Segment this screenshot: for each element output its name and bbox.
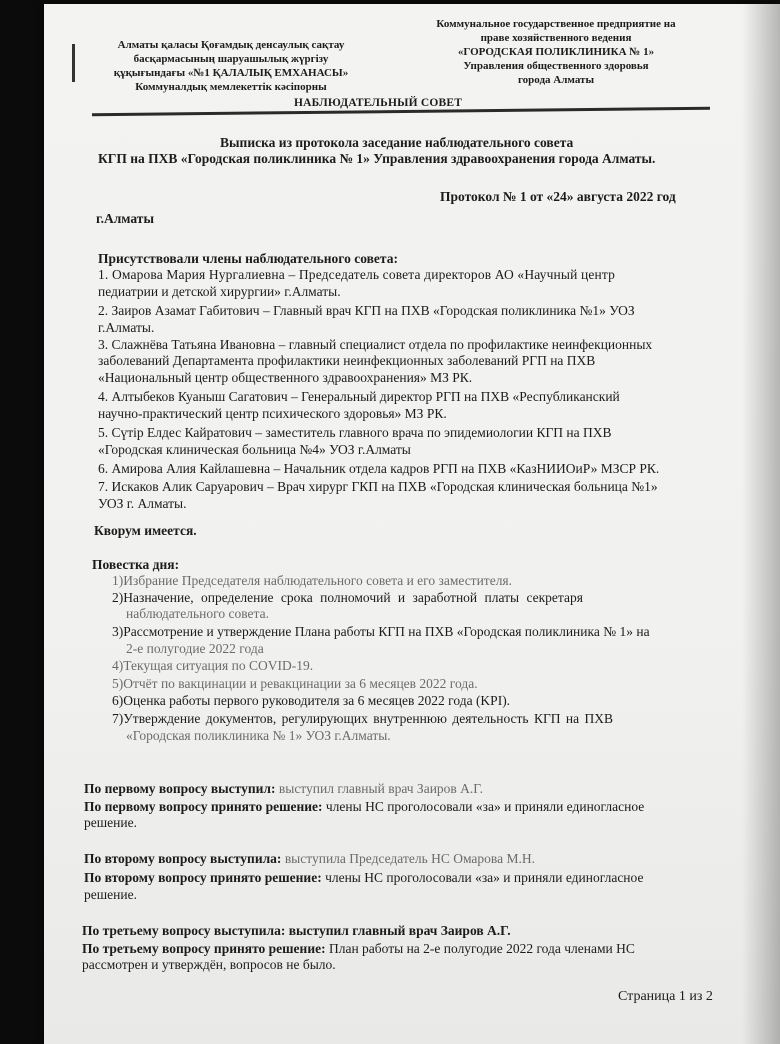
document-subtitle: КГП на ПХВ «Городская поликлиника № 1» Управления здравоохранения города Алматы. [98,151,656,166]
q2-decision [84,870,643,886]
agenda-item: 6)Оценка работы первого руководителя за 6 месяцев 2022 года (KPI). [112,693,511,708]
q2-decision-cont: решение. [84,887,137,902]
q2-decision-label: По второму вопросу принято решение: [84,870,322,885]
present-line: 7. Искаков Алик Саруарович – Врач хирург ГКП на ПХВ «Городская клиническая больница №1» [98,479,658,494]
present-line: научно-практический центр психического здоровья» МЗ РК. [98,406,447,421]
agenda-item: наблюдательного совета. [126,606,269,621]
protocol-number: Протокол № 1 от «24» августа 2022 год [440,189,676,204]
present-line: «Городская клиническая больница №4» УОЗ г.Алматы [98,442,411,457]
q3-decision-cont: рассмотрен и утверждён, вопросов не было. [82,957,336,972]
agenda-item: 2-е полугодие 2022 года [126,641,264,656]
present-line: УОЗ г. Алматы. [98,496,187,511]
q1-spoke-text: выступил главный врач Заиров А.Г. [275,781,483,796]
document-page [44,4,780,1044]
q2-spoke-label: По второму вопросу выступила: [84,851,282,866]
page-mark [72,44,75,82]
city: г.Алматы [96,211,154,226]
agenda-item: 3)Рассмотрение и утверждение Плана работы КГП на ПХВ «Городская поликлиника № 1» на [112,624,650,639]
q1-decision-text: члены НС проголосовали «за» и приняли единогласное [322,799,645,814]
header-left-line: Коммуналдық мемлекеттік кәсіпорны [135,81,327,93]
q3-spoke [82,923,511,939]
agenda-item: 7)Утверждение документов, регулирующих внутреннюю деятельность КГП на ПХВ [112,711,613,726]
page-number: Страница 1 из 2 [618,989,713,1004]
q2-spoke [84,851,535,867]
q1-decision [84,799,644,815]
page-edge-shadow [742,4,780,1044]
agenda-item: 1)Избрание Председателя наблюдательного совета и его заместителя. [112,573,513,588]
present-line: «Национальный центр общественного здравоохранения» МЗ РК. [98,370,473,385]
header-left-line: Алматы қаласы Қоғамдық денсаулық сақтау [117,39,345,51]
q1-decision-cont: решение. [84,815,137,830]
q1-spoke [84,781,483,797]
present-line: педиатрии и детской хирургии» г.Алматы. [98,284,341,299]
header-right-line: «ГОРОДСКАЯ ПОЛИКЛИНИКА № 1» [457,46,655,58]
q1-decision-label: По первому вопросу принято решение: [84,799,323,814]
header-right-line: Управления общественного здоровья [463,60,649,72]
header-russian [416,17,696,87]
q3-decision-text: План работы на 2-е полугодие 2022 года членами НС [325,941,635,956]
q3-spoke-label: По третьему вопросу выступила: [82,923,286,938]
present-line: 6. Амирова Алия Кайлашевна – Начальник отдела кадров РГП на ПХВ «КазНИИОиР» МЗСР РК. [98,461,660,476]
q2-spoke-text: выступила Председатель НС Омарова М.Н. [281,851,535,866]
q3-decision [82,941,635,957]
present-line: 4. Алтыбеков Куаныш Сагатович – Генеральный директор РГП на ПХВ «Республиканский [98,389,620,404]
present-line: г.Алматы. [98,320,155,335]
q2-decision-text: члены НС проголосовали «за» и приняли единогласное [321,870,644,885]
agenda-item: 5)Отчёт по вакцинации и ревакцинации за 6 месяцев 2022 года. [112,676,478,691]
header-right-line: города Алматы [517,74,595,86]
quorum: Кворум имеется. [94,523,197,538]
agenda-heading: Повестка дня: [92,557,180,572]
agenda-item: 2)Назначение, определение срока полномочий и заработной платы секретаря [112,590,583,605]
header-right-line: Коммунальное государственное предприятие на [436,18,676,30]
q3-decision-label: По третьему вопросу принято решение: [82,941,326,956]
header-left-line: құқығындағы «№1 ҚАЛАЛЫҚ ЕМХАНАСЫ» [113,67,349,79]
document-title: Выписка из протокола заседание наблюдательного совета [220,135,574,150]
q1-spoke-label: По первому вопросу выступил: [84,781,276,796]
present-heading: Присутствовали члены наблюдательного совета: [98,251,398,266]
present-line: 3. Слажнёва Татьяна Ивановна – главный специалист отдела по профилактике неинфекционных [98,337,653,352]
agenda-item: «Городская поликлиника № 1» УОЗ г.Алматы. [126,728,391,743]
present-line: 5. Сүтір Елдес Кайратович – заместитель главного врача по эпидемиологии КГП на ПХВ [98,425,612,440]
board-label: НАБЛЮДАТЕЛЬНЫЙ СОВЕТ [294,97,463,109]
header-left-line: басқармасының шаруашылық жүргізу [133,53,329,65]
header-right-line: праве хозяйственного ведения [480,32,632,44]
header-kazakh [96,38,366,94]
present-line: 1. Омарова Мария Нургалиевна – Председатель совета директоров АО «Научный центр [98,267,616,282]
present-line: заболеваний Департамента профилактики неинфекционных заболеваний РГП на ПХВ [98,353,596,368]
agenda-item: 4)Текущая ситуация по COVID-19. [112,658,314,673]
q3-spoke-text: выступил главный врач Заиров А.Г. [285,923,511,938]
present-line: 2. Заиров Азамат Габитович – Главный врач КГП на ПХВ «Городская поликлиника №1» УОЗ [98,303,635,318]
